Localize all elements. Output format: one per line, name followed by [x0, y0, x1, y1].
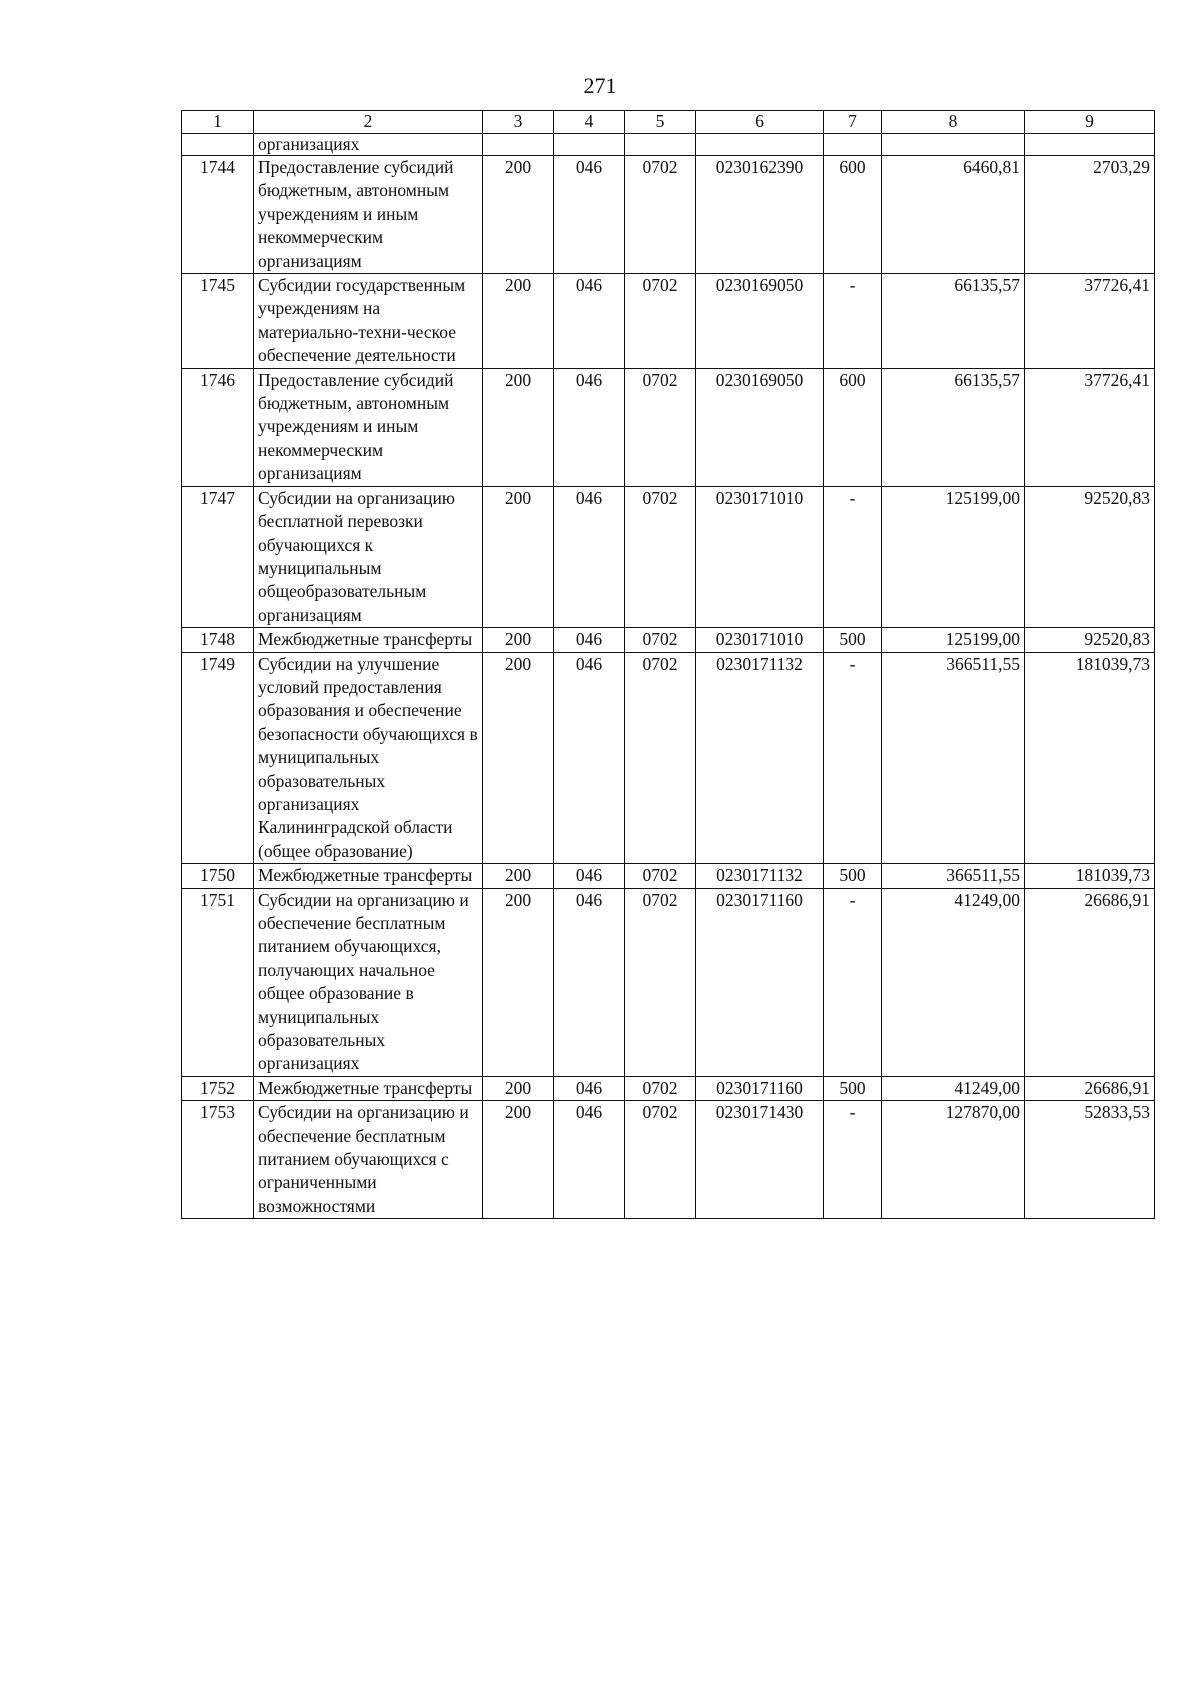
cell-c8: 41249,00: [882, 1076, 1025, 1100]
cell-name: Межбюджетные трансферты: [254, 628, 483, 652]
header-col-8: 8: [882, 111, 1025, 134]
table-row: [182, 864, 1155, 888]
cell-c4: 046: [554, 486, 625, 627]
cell-c8: 366511,55: [882, 652, 1025, 864]
table-row: [182, 1101, 1155, 1219]
cell-c7: 600: [824, 156, 882, 274]
cell-name: Субсидии на организацию бесплатной перевозки обучающихся к муниципальным общеобразовательным организациям: [254, 486, 483, 627]
cell-c8: 6460,81: [882, 156, 1025, 274]
header-col-4: 4: [554, 111, 625, 134]
cell-c3: 200: [483, 274, 554, 369]
cell-c5: 0702: [625, 864, 696, 888]
budget-table: [181, 110, 1155, 1219]
continuation-row: [182, 134, 1155, 156]
cell-c5: 0702: [625, 368, 696, 486]
cell-c3: 200: [483, 1076, 554, 1100]
cell-name: организациях: [254, 134, 483, 156]
cell-c6: 0230171132: [696, 864, 824, 888]
cell-c4: 046: [554, 156, 625, 274]
cell-c9: 26686,91: [1025, 888, 1155, 1076]
table-row: [182, 888, 1155, 1076]
cell-c6: 0230171010: [696, 486, 824, 627]
cell-c5: 0702: [625, 1101, 696, 1219]
cell-name: Субсидии на организацию и обеспечение бесплатным питанием обучающихся, получающих начальное общее образование в муниципальных образовательных организациях: [254, 888, 483, 1076]
cell-c6: 0230171010: [696, 628, 824, 652]
cell-c4: 046: [554, 628, 625, 652]
cell-c7: 500: [824, 1076, 882, 1100]
cell-c7: -: [824, 486, 882, 627]
cell-num: 1749: [182, 652, 254, 864]
cell-c8: 66135,57: [882, 274, 1025, 369]
table-row: [182, 156, 1155, 274]
cell-c5: 0702: [625, 1076, 696, 1100]
header-col-7: 7: [824, 111, 882, 134]
header-col-1: 1: [182, 111, 254, 134]
cell-c9: [1025, 134, 1155, 156]
table-header: [182, 111, 1155, 134]
cell-c6: 0230169050: [696, 274, 824, 369]
cell-num: 1752: [182, 1076, 254, 1100]
cell-c8: 125199,00: [882, 486, 1025, 627]
cell-c3: 200: [483, 652, 554, 864]
cell-c7: -: [824, 652, 882, 864]
header-col-6: 6: [696, 111, 824, 134]
cell-c9: 37726,41: [1025, 274, 1155, 369]
table-row: [182, 628, 1155, 652]
cell-c8: [882, 134, 1025, 156]
cell-c4: 046: [554, 652, 625, 864]
cell-c3: 200: [483, 628, 554, 652]
cell-c3: 200: [483, 888, 554, 1076]
cell-name: Субсидии на организацию и обеспечение бесплатным питанием обучающихся с ограниченными возможностями: [254, 1101, 483, 1219]
cell-c6: 0230162390: [696, 156, 824, 274]
cell-c4: 046: [554, 368, 625, 486]
cell-c3: 200: [483, 368, 554, 486]
cell-c6: 0230169050: [696, 368, 824, 486]
cell-num: 1744: [182, 156, 254, 274]
cell-c5: 0702: [625, 628, 696, 652]
cell-c9: 181039,73: [1025, 864, 1155, 888]
cell-c8: 366511,55: [882, 864, 1025, 888]
cell-c5: 0702: [625, 888, 696, 1076]
cell-c3: 200: [483, 1101, 554, 1219]
cell-c3: 200: [483, 486, 554, 627]
cell-num: 1747: [182, 486, 254, 627]
cell-name: Субсидии на улучшение условий предоставления образования и обеспечение безопасности обучающихся в муниципальных образовательных организациях Калининградской области (общее образование): [254, 652, 483, 864]
cell-c4: 046: [554, 888, 625, 1076]
cell-c7: 500: [824, 864, 882, 888]
cell-c5: 0702: [625, 486, 696, 627]
cell-c4: [554, 134, 625, 156]
cell-c6: 0230171160: [696, 888, 824, 1076]
table-body: [182, 134, 1155, 1219]
table-row: [182, 274, 1155, 369]
cell-c5: 0702: [625, 274, 696, 369]
cell-c9: 52833,53: [1025, 1101, 1155, 1219]
cell-c4: 046: [554, 274, 625, 369]
cell-c9: 26686,91: [1025, 1076, 1155, 1100]
table-row: [182, 368, 1155, 486]
cell-name: Межбюджетные трансферты: [254, 1076, 483, 1100]
cell-c7: [824, 134, 882, 156]
cell-num: 1753: [182, 1101, 254, 1219]
cell-c9: 2703,29: [1025, 156, 1155, 274]
cell-num: 1748: [182, 628, 254, 652]
table-row: [182, 1076, 1155, 1100]
cell-name: Предоставление субсидий бюджетным, автономным учреждениям и иным некоммерческим организациям: [254, 156, 483, 274]
cell-c8: 127870,00: [882, 1101, 1025, 1219]
cell-c5: [625, 134, 696, 156]
cell-c3: 200: [483, 156, 554, 274]
cell-c9: 181039,73: [1025, 652, 1155, 864]
cell-c7: -: [824, 888, 882, 1076]
cell-c9: 37726,41: [1025, 368, 1155, 486]
cell-c5: 0702: [625, 652, 696, 864]
cell-c9: 92520,83: [1025, 628, 1155, 652]
cell-c4: 046: [554, 1076, 625, 1100]
cell-c6: [696, 134, 824, 156]
cell-c6: 0230171160: [696, 1076, 824, 1100]
cell-c4: 046: [554, 1101, 625, 1219]
cell-name: Предоставление субсидий бюджетным, автономным учреждениям и иным некоммерческим организациям: [254, 368, 483, 486]
cell-c3: [483, 134, 554, 156]
header-row: [182, 111, 1155, 134]
cell-c6: 0230171132: [696, 652, 824, 864]
cell-c7: -: [824, 274, 882, 369]
cell-c7: 500: [824, 628, 882, 652]
cell-c7: -: [824, 1101, 882, 1219]
cell-c3: 200: [483, 864, 554, 888]
cell-c4: 046: [554, 864, 625, 888]
cell-c6: 0230171430: [696, 1101, 824, 1219]
header-col-9: 9: [1025, 111, 1155, 134]
cell-num: 1750: [182, 864, 254, 888]
cell-num: [182, 134, 254, 156]
header-col-2: 2: [254, 111, 483, 134]
cell-c8: 125199,00: [882, 628, 1025, 652]
cell-c9: 92520,83: [1025, 486, 1155, 627]
header-col-3: 3: [483, 111, 554, 134]
cell-name: Межбюджетные трансферты: [254, 864, 483, 888]
cell-num: 1751: [182, 888, 254, 1076]
cell-num: 1746: [182, 368, 254, 486]
header-col-5: 5: [625, 111, 696, 134]
page-number: 271: [583, 73, 617, 98]
table-row: [182, 486, 1155, 627]
cell-name: Субсидии государственным учреждениям на материально-техни-ческое обеспечение деятельности: [254, 274, 483, 369]
cell-num: 1745: [182, 274, 254, 369]
cell-c8: 41249,00: [882, 888, 1025, 1076]
table-row: [182, 652, 1155, 864]
cell-c8: 66135,57: [882, 368, 1025, 486]
cell-c7: 600: [824, 368, 882, 486]
cell-c5: 0702: [625, 156, 696, 274]
